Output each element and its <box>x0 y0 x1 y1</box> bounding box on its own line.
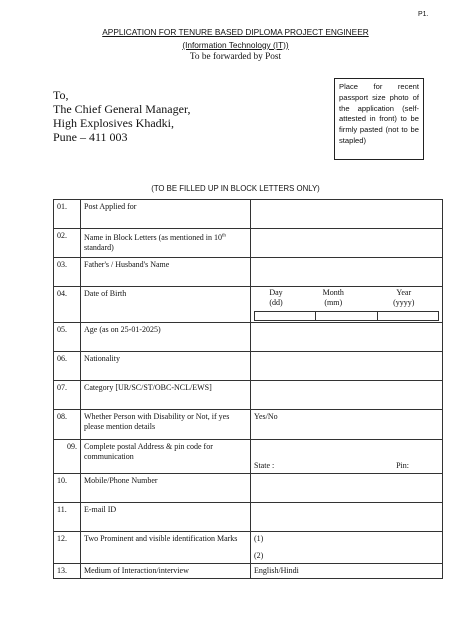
row-label: E-mail ID <box>81 503 251 532</box>
form-row <box>54 503 443 532</box>
address-recipient: The Chief General Manager, <box>53 102 191 116</box>
row-label: Nationality <box>81 352 251 381</box>
row-number: 11. <box>54 503 81 532</box>
identification-marks-input[interactable] <box>251 532 443 564</box>
form-title: APPLICATION FOR TENURE BASED DIPLOMA PROJECT ENGINEER <box>102 27 369 37</box>
dob-labels <box>254 288 439 308</box>
row-label: Post Applied for <box>81 200 251 229</box>
father-husband-name-input[interactable] <box>251 258 443 287</box>
form-row <box>54 352 443 381</box>
form-row <box>54 440 443 474</box>
row-number: 04. <box>54 287 81 323</box>
dob-day-input[interactable] <box>255 312 316 321</box>
row-number: 09. <box>54 440 81 474</box>
address-city: Pune – 411 003 <box>53 130 128 144</box>
row-number: 12. <box>54 532 81 564</box>
email-input[interactable] <box>251 503 443 532</box>
form-row <box>54 323 443 352</box>
application-form-table <box>53 199 443 579</box>
block-letters-instruction: (TO BE FILLED UP IN BLOCK LETTERS ONLY) <box>151 184 320 193</box>
postal-address-input[interactable] <box>251 440 443 474</box>
dob-year-label: Year (yyyy) <box>393 288 415 307</box>
row-label: Mobile/Phone Number <box>81 474 251 503</box>
row-label: Whether Person with Disability or Not, if yes please mention details <box>81 410 251 440</box>
address-office: High Explosives Khadki, <box>53 116 174 130</box>
form-row <box>54 381 443 410</box>
row-number: 03. <box>54 258 81 287</box>
post-applied-input[interactable] <box>251 200 443 229</box>
form-row <box>54 229 443 258</box>
form-row <box>54 410 443 440</box>
dob-boxes <box>254 311 439 321</box>
form-row <box>54 287 443 323</box>
row-number: 13. <box>54 564 81 579</box>
row-label <box>81 229 251 258</box>
dob-day-label: Day (dd) <box>269 288 283 307</box>
photo-placeholder-box[interactable]: Place for recent passport size photo of the application (self-attested in front) to be firmly pasted (not to be stapled) <box>334 78 424 160</box>
name-input[interactable] <box>251 229 443 258</box>
page-number: P1. <box>418 11 429 18</box>
row-number: 07. <box>54 381 81 410</box>
dob-month-input[interactable] <box>316 312 377 321</box>
mark-1-label: (1) <box>254 534 264 543</box>
disability-input[interactable]: Yes/No <box>251 410 443 440</box>
form-row <box>54 474 443 503</box>
row-label: Father's / Husband's Name <box>81 258 251 287</box>
row-label: Complete postal Address & pin code for communication <box>81 440 251 474</box>
medium-input[interactable]: English/Hindi <box>251 564 443 579</box>
pin-label: Pin: <box>396 461 409 470</box>
row-number: 02. <box>54 229 81 258</box>
form-row <box>54 564 443 579</box>
form-subtitle: (Information Technology (IT)) <box>182 40 289 50</box>
category-input[interactable] <box>251 381 443 410</box>
row-number: 01. <box>54 200 81 229</box>
dob-input-group <box>251 287 443 323</box>
row-number: 10. <box>54 474 81 503</box>
mark-2-label: (2) <box>254 551 264 560</box>
row-label: Two Prominent and visible identification Marks <box>81 532 251 564</box>
forwarding-note: To be forwarded by Post <box>189 52 282 62</box>
age-input[interactable] <box>251 323 443 352</box>
form-row <box>54 200 443 229</box>
form-row <box>54 258 443 287</box>
row-label: Date of Birth <box>81 287 251 323</box>
row-label-text: Name in Block Letters (as mentioned in 10th standard) <box>84 232 226 252</box>
dob-year-input[interactable] <box>377 312 438 321</box>
mobile-input[interactable] <box>251 474 443 503</box>
row-number: 05. <box>54 323 81 352</box>
dob-month-label: Month (mm) <box>322 288 344 307</box>
row-number: 06. <box>54 352 81 381</box>
row-label: Category [UR/SC/ST/OBC-NCL/EWS] <box>81 381 251 410</box>
row-label: Medium of Interaction/interview <box>81 564 251 579</box>
row-number: 08. <box>54 410 81 440</box>
nationality-input[interactable] <box>251 352 443 381</box>
form-row <box>54 532 443 564</box>
state-label: State : <box>254 461 275 470</box>
row-label: Age (as on 25-01-2025) <box>81 323 251 352</box>
address-to: To, <box>53 88 69 102</box>
